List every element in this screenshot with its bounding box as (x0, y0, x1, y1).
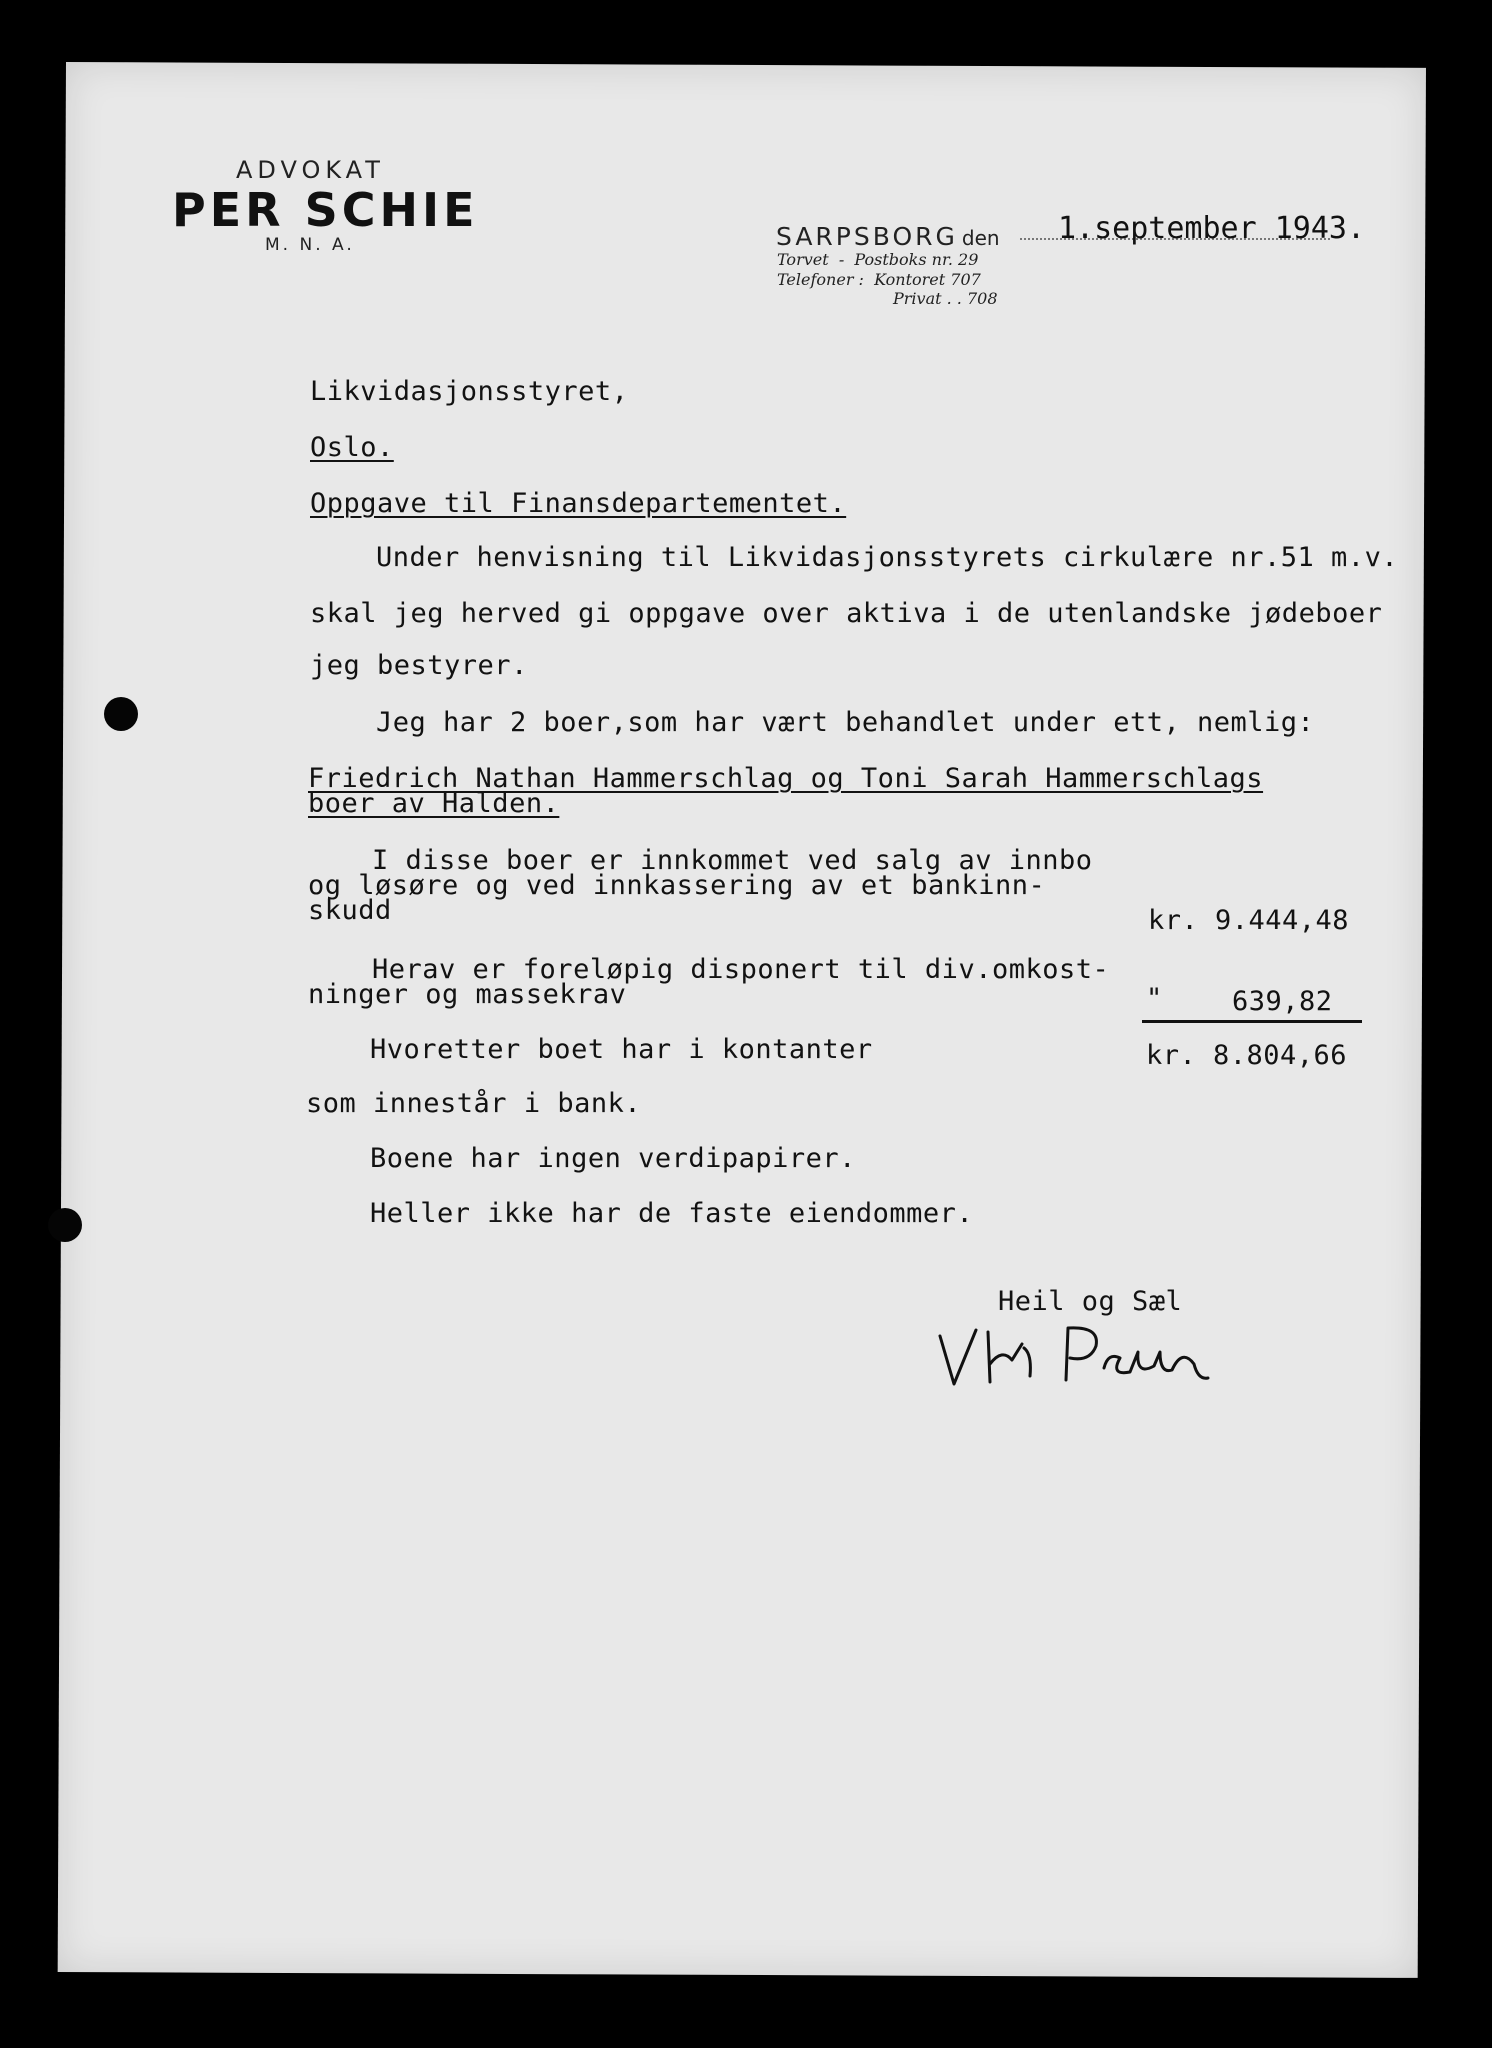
costs-ditto-mark: " (1146, 983, 1163, 1014)
income-text-line: I disse boer er innkommet ved salg av innbo (372, 845, 1093, 876)
city-name: SARPSBORG (776, 222, 958, 251)
body-line: Jeg har 2 boer,som har vært behandlet under ett, nemlig: (376, 707, 1315, 738)
body-line: skal jeg herved gi oppgave over aktiva i de utenlandske jødeboer (310, 598, 1383, 629)
subject-line: Oppgave til Finansdepartementet. (310, 488, 847, 519)
address-line-3: Privat . . 708 (893, 289, 998, 308)
cash-amount: kr. 8.804,66 (1146, 1040, 1348, 1071)
cash-text-line: som innestår i bank. (306, 1088, 642, 1119)
income-text-line: skudd (308, 895, 392, 926)
den-label: den (961, 226, 1000, 250)
sum-rule (1142, 1020, 1362, 1023)
address-line-2: Telefoner : Kontoret 707 (777, 270, 981, 289)
costs-text-line: Herav er foreløpig disponert til div.omkost- (372, 954, 1110, 985)
greeting: Heil og Sæl (998, 1286, 1183, 1317)
letterhead-title: ADVOKAT (236, 156, 385, 184)
letter-date: 1.september 1943. (1058, 211, 1366, 246)
income-text-line: og løsøre og ved innkassering av et bankinn- (308, 870, 1046, 901)
punch-hole (48, 1208, 82, 1242)
recipient-city: Oslo. (310, 432, 394, 463)
costs-text-line: ninger og massekrav (308, 979, 627, 1010)
recipient-name: Likvidasjonsstyret, (310, 376, 629, 407)
estate-name-line: boer av Halden. (308, 788, 560, 819)
closing-line: Boene har ingen verdipapirer. (370, 1143, 856, 1174)
closing-line: Heller ikke har de faste eiendommer. (370, 1198, 974, 1229)
body-line: Under henvisning til Likvidasjonsstyrets cirkulære nr.51 m.v. (376, 542, 1399, 573)
body-line: jeg bestyrer. (310, 650, 528, 681)
address-line-1: Torvet - Postboks nr. 29 (777, 250, 979, 269)
estate-name-line: Friedrich Nathan Hammerschlag og Toni Sarah Hammerschlags (308, 763, 1264, 794)
cash-text-line: Hvoretter boet har i kontanter (370, 1034, 873, 1065)
punch-hole (104, 697, 138, 731)
letterhead-name: PER SCHIE (172, 183, 479, 237)
handwritten-signature (932, 1318, 1222, 1390)
place-city (776, 222, 1000, 251)
letterhead-suffix: M. N. A. (265, 235, 355, 255)
costs-amount: 639,82 (1232, 986, 1333, 1017)
income-amount: kr. 9.444,48 (1148, 905, 1350, 936)
